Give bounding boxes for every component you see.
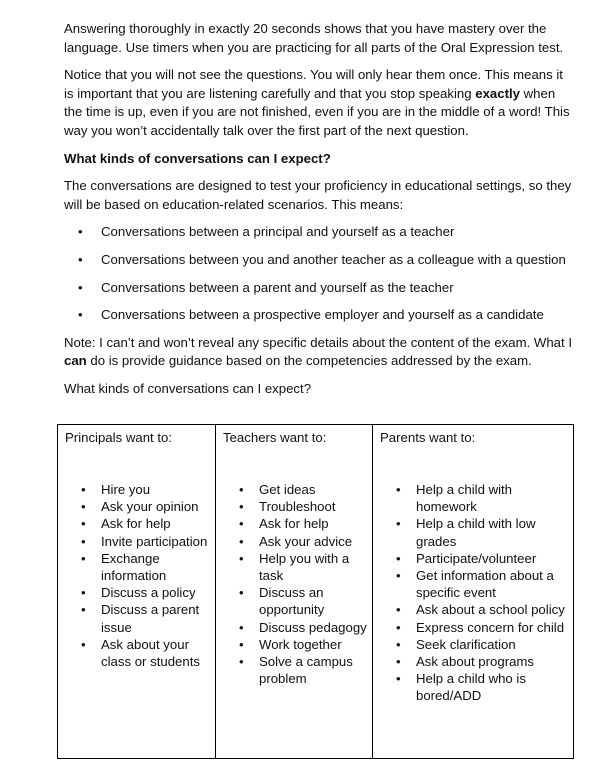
- list-item: [216, 550, 372, 584]
- list-item: [216, 533, 372, 550]
- list-item: [216, 636, 372, 653]
- list-item: [58, 515, 215, 532]
- list-item: [373, 550, 573, 567]
- bullet-icon: •: [239, 516, 244, 532]
- list-item: [373, 619, 573, 636]
- listening-text-end: when the time is up, even if you are not finished, even if you are in the middle of a word! This way you won’t accidentally talk over the first part of the next question.: [64, 85, 570, 138]
- bullet-icon: •: [81, 636, 86, 652]
- bullet-icon: •: [239, 636, 244, 652]
- bullet-icon: •: [396, 654, 401, 670]
- bullet-icon: •: [396, 516, 401, 532]
- list-item: [58, 498, 215, 515]
- bullet-icon: •: [396, 568, 401, 584]
- bullet-icon: •: [239, 654, 244, 670]
- bullet-icon: •: [239, 499, 244, 515]
- list-item: [216, 584, 372, 618]
- list-item: [216, 515, 372, 532]
- list-item-text: Ask about your class or students: [101, 636, 200, 670]
- list-item-text: Discuss pedagogy: [259, 619, 367, 635]
- list-item-text: Exchange information: [101, 550, 167, 584]
- list-item: [58, 636, 215, 670]
- scenarios-paragraph: The conversations are designed to test your proficiency in educational settings, so they will be based on education-related scenarios. This means:: [64, 178, 572, 212]
- bullet-icon: •: [81, 585, 86, 601]
- list-item: [373, 653, 573, 670]
- bullet-icon: •: [396, 671, 401, 687]
- list-item: [216, 653, 372, 687]
- list-item-text: Help a child with homework: [416, 482, 513, 515]
- wants-table: [57, 424, 574, 759]
- list-item-text: Hire you: [101, 482, 151, 497]
- bullet-icon: •: [396, 636, 401, 652]
- parents-list: [373, 481, 573, 705]
- note-text-end: do is provide guidance based on the competencies addressed by the exam.: [86, 353, 532, 369]
- list-item-text: Participate/volunteer: [416, 550, 537, 566]
- bullet-icon: •: [78, 224, 83, 240]
- list-item: [64, 223, 574, 242]
- bullet-icon: •: [78, 307, 83, 323]
- list-item: [373, 601, 573, 618]
- bullet-icon: •: [81, 602, 86, 618]
- bullet-icon: •: [78, 251, 83, 267]
- conversation-list: [64, 223, 574, 324]
- list-item: [58, 533, 215, 550]
- listening-paragraph: [64, 66, 574, 140]
- bullet-icon: •: [239, 533, 244, 549]
- note-paragraph: [64, 334, 574, 371]
- note-text-start: Note: I can’t and won’t reveal any specific details about the content of the exam. What I: [64, 334, 573, 350]
- listening-text-start: Notice that you will not see the questions. You will only hear them once. This means it is important that you are listening carefully and that you stop speaking: [64, 67, 563, 101]
- repeated-question: What kinds of conversations can I expect?: [64, 380, 312, 396]
- bullet-icon: •: [396, 550, 401, 566]
- list-item: [216, 619, 372, 636]
- bullet-icon: •: [239, 619, 244, 635]
- list-item-text: Solve a campus problem: [259, 654, 353, 687]
- list-item-text: Discuss an opportunity: [259, 585, 325, 618]
- column-header: Principals want to:: [65, 430, 173, 445]
- list-item-text: Ask your opinion: [101, 499, 199, 515]
- list-item-text: Help a child with low grades: [416, 516, 536, 549]
- list-item-text: Conversations between a parent and yourself as the teacher: [101, 279, 454, 295]
- teachers-list: [216, 481, 372, 687]
- bullet-icon: •: [81, 499, 86, 515]
- table-column-parents: [373, 425, 574, 759]
- list-item-text: Get ideas: [259, 482, 316, 497]
- bullet-icon: •: [396, 482, 401, 497]
- section-heading: What kinds of conversations can I expect?: [64, 150, 331, 166]
- list-item: [64, 251, 574, 270]
- list-item: [58, 481, 215, 498]
- bullet-icon: •: [239, 482, 244, 497]
- list-item: [58, 601, 215, 635]
- list-item-text: Discuss a policy: [101, 585, 196, 601]
- list-item-text: Ask about a school policy: [416, 602, 565, 618]
- bullet-icon: •: [81, 533, 86, 549]
- list-item-text: Ask for help: [259, 516, 329, 532]
- list-item-text: Express concern for child: [416, 619, 565, 635]
- list-item-text: Ask your advice: [259, 533, 353, 549]
- list-item: [216, 481, 372, 498]
- principals-list: [58, 481, 215, 670]
- list-item-text: Discuss a parent issue: [101, 602, 200, 635]
- list-item: [64, 306, 574, 325]
- bullet-icon: •: [396, 602, 401, 618]
- bullet-icon: •: [239, 550, 244, 566]
- list-item-text: Help a child who is bored/ADD: [416, 671, 526, 704]
- column-header: Parents want to:: [380, 430, 476, 445]
- list-item-text: Troubleshoot: [259, 499, 336, 515]
- list-item-text: Get information about a specific event: [416, 568, 554, 601]
- list-item: [58, 550, 215, 584]
- table-column-teachers: [216, 425, 373, 759]
- column-header: Teachers want to:: [223, 430, 327, 445]
- list-item-text: Invite participation: [101, 533, 208, 549]
- list-item: [373, 636, 573, 653]
- bullet-icon: •: [81, 516, 86, 532]
- bullet-icon: •: [239, 585, 244, 601]
- bullet-icon: •: [78, 279, 83, 295]
- list-item: [373, 515, 573, 549]
- list-item: [373, 567, 573, 601]
- list-item: [216, 498, 372, 515]
- list-item: [373, 481, 573, 515]
- emphasis-exactly: exactly: [475, 85, 520, 101]
- bullet-icon: •: [81, 482, 86, 497]
- list-item: [373, 670, 573, 704]
- document-body: [64, 20, 574, 408]
- intro-paragraph: Answering thoroughly in exactly 20 seconds shows that you have mastery over the language. Use timers when you are practicing for all parts of the Oral Expression test.: [64, 21, 564, 55]
- bullet-icon: •: [396, 619, 401, 635]
- list-item-text: Ask about programs: [416, 654, 535, 670]
- list-item-text: Ask for help: [101, 516, 171, 532]
- list-item: [58, 584, 215, 601]
- table-column-principals: [58, 425, 216, 759]
- list-item-text: Seek clarification: [416, 636, 516, 652]
- list-item-text: Help you with a task: [259, 550, 350, 584]
- bullet-icon: •: [81, 550, 86, 566]
- list-item-text: Conversations between you and another teacher as a colleague with a question: [101, 251, 566, 267]
- emphasis-can: can: [64, 353, 87, 369]
- list-item-text: Conversations between a prospective employer and yourself as a candidate: [101, 307, 544, 323]
- list-item: [64, 279, 574, 298]
- list-item-text: Conversations between a principal and yourself as a teacher: [101, 224, 455, 240]
- list-item-text: Work together: [259, 636, 342, 652]
